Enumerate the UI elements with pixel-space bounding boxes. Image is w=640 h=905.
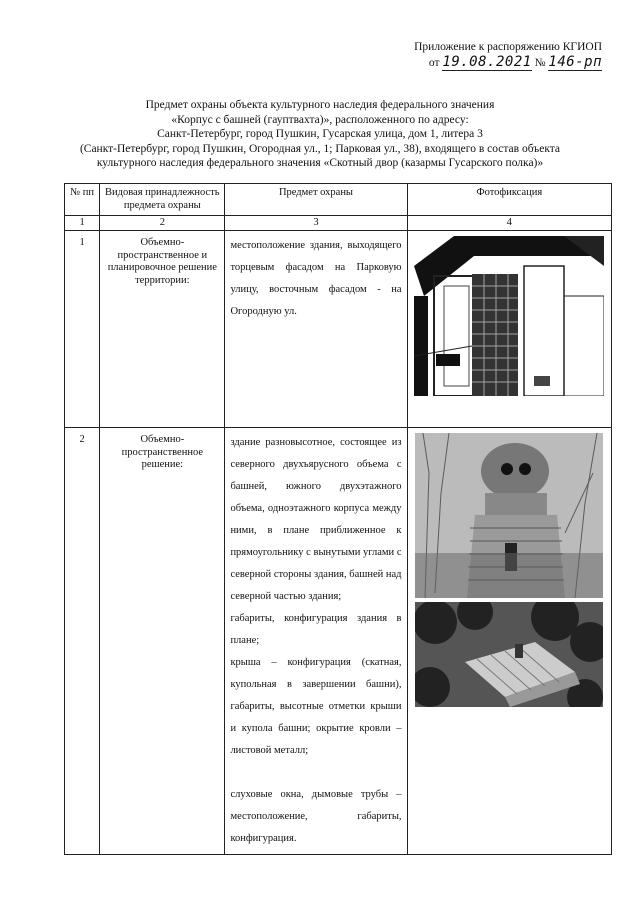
- order-date-number: от 19.08.2021 № 146-рп: [428, 54, 602, 70]
- document-title: Предмет охраны объекта культурного наследия федерального значения «Корпус с башней (гауптвахта)», расположенного по адресу: Санкт-Петербург, город Пушкин, Гусарская улица, дом 1, литера 3 (Санкт-Петербург, город Пушкин, Огородная ул., 1; Парковая ул., 38), входящего в состав объекта культурного наследия федерального значения «Скотный двор (казармы Гусарского полка)»: [79, 99, 561, 169]
- row-type: Объемно-пространственное решение:: [100, 428, 225, 855]
- header-type: Видовая принадлежность предмета охраны: [100, 184, 225, 216]
- appendix-block: [372, 40, 602, 71]
- header-num: № пп: [65, 184, 100, 216]
- header-subject: Предмет охраны: [225, 184, 407, 216]
- table-row: [65, 231, 612, 428]
- table-row: [65, 428, 612, 855]
- row-description: местоположение здания, выходящего торцевым фасадом на Парковую улицу, восточным фасадом - на Огородную ул.: [225, 231, 407, 428]
- site-plan-image: [414, 236, 604, 396]
- order-date: 19.08.2021: [442, 54, 532, 70]
- appendix-line: Приложение к распоряжению КГИОП: [414, 41, 602, 53]
- photo-cell: [407, 231, 611, 428]
- building-photo: [415, 433, 603, 598]
- header-photo: Фотофиксация: [407, 184, 611, 216]
- row-number: 2: [65, 428, 100, 855]
- roof-photo: [415, 602, 603, 707]
- protection-table: [64, 183, 612, 855]
- column-number-row: 1 2 3 4: [65, 216, 612, 231]
- photo-cell: [407, 428, 611, 855]
- row-type: Объемно-пространственное и планировочное решение территории:: [100, 231, 225, 428]
- table-header-row: [65, 184, 612, 216]
- row-description: здание разновысотное, состоящее из северного двухъярусного объема с башней, южного двухэтажного объема, одноэтажного корпуса между ними, в плане приближенное к прямоугольнику с вынутыми углами с северной стороны здания, башней над северной частью здания; габариты, конфигурация здания в плане; крыша – конфигурация (скатная, купольная в завершении башни), габариты, высотные отметки крыши и купола башни; окрытие кровли – листовой металл; слуховые окна, дымовые трубы – местоположение, габариты, конфигурация.: [225, 428, 407, 855]
- row-number: 1: [65, 231, 100, 428]
- order-number: 146-рп: [548, 54, 602, 70]
